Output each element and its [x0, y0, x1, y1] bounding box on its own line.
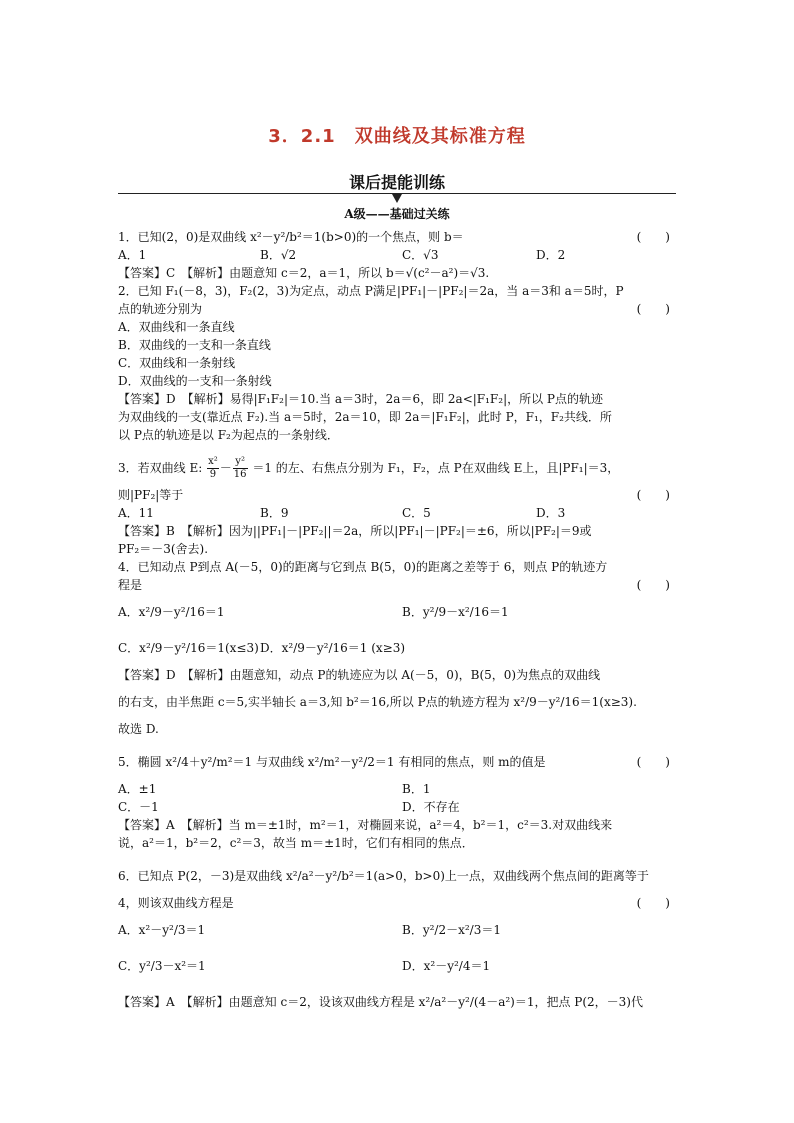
- option-d: D．x²/9－y²/16＝1 (x≥3): [260, 641, 406, 655]
- option-c: C．双曲线和一条射线: [118, 356, 236, 370]
- option-a: A．x²－y²/3＝1: [118, 923, 206, 937]
- answer-paren: ( ): [636, 896, 670, 910]
- question-6-text: 4，则该双曲线方程是: [118, 896, 234, 910]
- question-2-answer-line1: 【答案】D 【解析】易得|F₁F₂|＝10.当 a＝3时，2a＝6，即 2a<|F₁F₂|，所以 P点的轨迹: [118, 392, 604, 406]
- question-4-options-ab: [118, 594, 678, 630]
- question-3-text: 则|PF₂|等于: [118, 488, 184, 502]
- numerator: x²: [208, 456, 218, 467]
- fraction: [207, 456, 219, 481]
- option-b: B．y²/9－x²/16＝1: [402, 605, 509, 619]
- option-b: B．双曲线的一支和一条直线: [118, 338, 271, 352]
- question-list: [118, 228, 678, 1020]
- question-3-stem-line2: [118, 486, 678, 504]
- question-3-text-a: 3．若双曲线 E:: [118, 461, 203, 475]
- triangle-marker-icon: [392, 194, 402, 203]
- option-b: B．√2: [260, 248, 297, 262]
- option-d: D．x²－y²/4＝1: [402, 959, 491, 973]
- section-subtitle: 课后提能训练: [348, 173, 445, 192]
- question-2-stem-line2: [118, 300, 678, 318]
- question-1-answer: 【答案】C 【解析】由题意知 c＝2，a＝1，所以 b＝√(c²－a²)＝√3.: [118, 266, 490, 280]
- option-a: A．双曲线和一条直线: [118, 320, 235, 334]
- question-6-options-ab: [118, 912, 678, 948]
- question-6-answer-line1: 【答案】A 【解析】由题意知 c＝2，设该双曲线方程是 x²/a²－y²/(4－a²)＝1，把点 P(2，－3)代: [118, 995, 643, 1009]
- denominator: 16: [233, 469, 247, 480]
- option-c: C．√3: [402, 248, 439, 262]
- question-1-stem: [118, 228, 678, 246]
- question-4-answer-line1: 【答案】D 【解析】由题意知，动点 P的轨迹应为以 A(－5，0)，B(5，0)为焦点的双曲线: [118, 668, 601, 682]
- option-c: C．y²/3－x²＝1: [118, 959, 206, 973]
- question-5-answer-line2: 说，a²＝1，b²＝2，c²＝3，故当 m＝±1时，它们有相同的焦点．: [118, 836, 474, 850]
- question-4-answer-line2: 的右支，由半焦距 c＝5,实半轴长 a＝3,知 b²＝16,所以 P点的轨迹方程为 x²/9－y²/16＝1(x≥3).: [118, 695, 637, 709]
- question-2-stem-line1: 2．已知 F₁(－8，3)，F₂(2，3)为定点，动点 P满足|PF₁|－|PF₂|＝2a，当 a＝3和 a＝5时，P: [118, 284, 624, 298]
- question-3-text-b: ＝1 的左、右焦点分别为 F₁，F₂，点 P在双曲线 E上，且|PF₁|＝3，: [252, 461, 620, 475]
- option-d: D．不存在: [402, 800, 460, 814]
- answer-paren: ( ): [636, 230, 670, 244]
- answer-paren: ( ): [636, 488, 670, 502]
- option-c: C．－1: [118, 800, 159, 814]
- question-3-options: [118, 504, 678, 522]
- numerator: y²: [233, 456, 248, 469]
- question-2-text: 点的轨迹分别为: [118, 302, 203, 316]
- option-a: A．1: [118, 248, 147, 262]
- question-5-text: 5．椭圆 x²/4＋y²/m²＝1 与双曲线 x²/m²－y²/2＝1 有相同的焦点，则 m的值是: [118, 755, 546, 769]
- page-title: 3．2.1 双曲线及其标准方程: [268, 126, 526, 147]
- question-5-answer-line1: 【答案】A 【解析】当 m＝±1时，m²＝1，对椭圆来说，a²＝4，b²＝1，c²＝3.对双曲线来: [118, 818, 613, 832]
- question-4-options-cd: [118, 630, 678, 666]
- option-a: A．11: [118, 506, 154, 520]
- option-a: A．x²/9－y²/16＝1: [118, 605, 225, 619]
- question-6-options-cd: [118, 948, 678, 984]
- question-4-answer-line3: 故选 D.: [118, 722, 159, 736]
- question-6-stem-line2: [118, 894, 678, 912]
- question-5-options-cd: [118, 798, 678, 816]
- answer-paren: ( ): [636, 578, 670, 592]
- question-3-answer-line1: 【答案】B 【解析】因为||PF₁|－|PF₂||＝2a，所以|PF₁|－|PF₂|＝±6，所以|PF₂|＝9或: [118, 524, 592, 538]
- question-3-answer-line2: PF₂＝－3(舍去).: [118, 542, 209, 556]
- level-heading: A级——基础过关练: [344, 207, 450, 221]
- question-6-stem-line1: 6．已知点 P(2，－3)是双曲线 x²/a²－y²/b²＝1(a>0，b>0)上一点，双曲线两个焦点间的距离等于: [118, 869, 649, 883]
- question-1-text: 1．已知(2，0)是双曲线 x²－y²/b²＝1(b>0)的一个焦点，则 b＝: [118, 230, 464, 244]
- denominator: 9: [209, 469, 217, 480]
- option-d: D．3: [536, 506, 566, 520]
- answer-paren: ( ): [636, 755, 670, 769]
- fraction: [233, 456, 248, 481]
- question-2-answer-line2: 为双曲线的一支(靠近点 F₂).当 a＝5时，2a＝10，即 2a＝|F₁F₂|，此时 P，F₁，F₂共线．所: [118, 410, 612, 424]
- option-d: D．双曲线的一支和一条射线: [118, 374, 272, 388]
- option-c: C．x²/9－y²/16＝1(x≤3): [118, 641, 259, 655]
- question-5-stem: [118, 744, 678, 780]
- question-2-answer-line3: 以 P点的轨迹是以 F₂为起点的一条射线．: [118, 428, 339, 442]
- question-3-stem: 3．若双曲线 E: $\frac{\text{x²}}{9}$ － $\frac{\text{y²}}{16}$ ＝1 的左、右焦点分别为 F₁，F₂，点 P在双曲线 E上，且|PF₁|＝3，: [118, 456, 620, 480]
- question-4-stem-line1: 4．已知动点 P到点 A(－5，0)的距离与它到点 B(5，0)的距离之差等于 6，则点 P的轨迹方: [118, 560, 608, 574]
- option-b: B．y²/2－x²/3＝1: [402, 923, 501, 937]
- answer-paren: ( ): [636, 302, 670, 316]
- option-b: B．1: [402, 782, 431, 796]
- question-4-stem-line2: [118, 576, 678, 594]
- option-d: D．2: [536, 248, 566, 262]
- question-1-options: [118, 246, 678, 264]
- option-c: C．5: [402, 506, 431, 520]
- question-5-options-ab: [118, 780, 678, 798]
- option-a: A．±1: [118, 782, 157, 796]
- question-4-text: 程是: [118, 578, 143, 592]
- option-b: B．9: [260, 506, 289, 520]
